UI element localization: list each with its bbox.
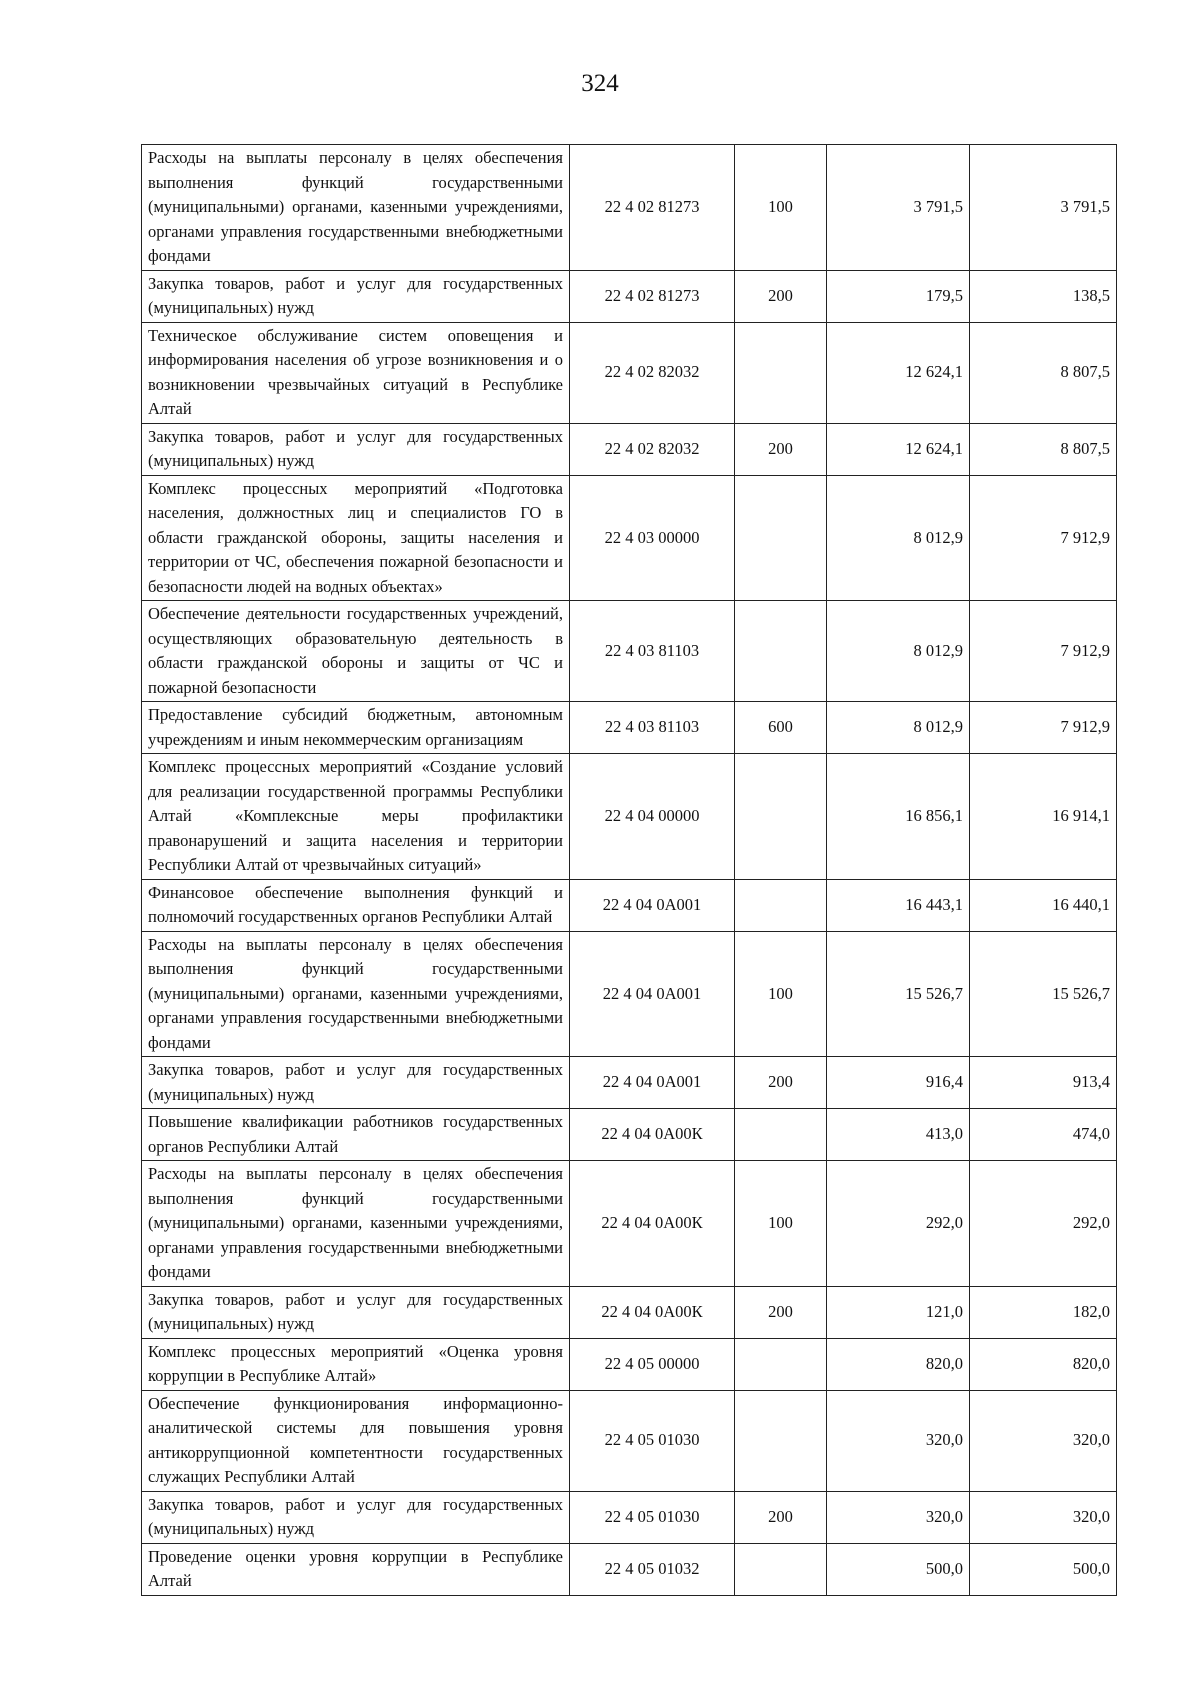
target-article-code-cell: 22 4 04 0А00К (570, 1161, 735, 1287)
amount-year-2-cell: 8 807,5 (970, 423, 1117, 475)
amount-year-1-cell: 320,0 (827, 1390, 970, 1491)
amount-year-2-cell: 3 791,5 (970, 145, 1117, 271)
amount-year-2-cell: 138,5 (970, 270, 1117, 322)
amount-year-1-cell: 916,4 (827, 1057, 970, 1109)
table-row (142, 1338, 1117, 1390)
amount-year-2-cell: 8 807,5 (970, 322, 1117, 423)
target-article-code-cell: 22 4 05 00000 (570, 1338, 735, 1390)
target-article-code-cell: 22 4 03 81103 (570, 702, 735, 754)
amount-year-2-cell: 820,0 (970, 1338, 1117, 1390)
expense-type-cell (735, 475, 827, 601)
amount-year-2-cell: 7 912,9 (970, 702, 1117, 754)
amount-year-1-cell: 292,0 (827, 1161, 970, 1287)
expense-name-cell: Проведение оценки уровня коррупции в Республике Алтай (142, 1543, 570, 1595)
table-row (142, 1390, 1117, 1491)
table-row (142, 931, 1117, 1057)
target-article-code-cell: 22 4 02 82032 (570, 322, 735, 423)
amount-year-2-cell: 474,0 (970, 1109, 1117, 1161)
expense-name-cell: Комплекс процессных мероприятий «Создание условий для реализации государственной программы Республики Алтай «Комплексные меры профилактики правонарушений и защита населения и территории Республики Алтай от чрезвычайных ситуаций» (142, 754, 570, 880)
table-row (142, 145, 1117, 271)
target-article-code-cell: 22 4 04 0А001 (570, 931, 735, 1057)
expense-type-cell (735, 1109, 827, 1161)
expense-name-cell: Закупка товаров, работ и услуг для государственных (муниципальных) нужд (142, 270, 570, 322)
target-article-code-cell: 22 4 04 0А001 (570, 1057, 735, 1109)
amount-year-2-cell: 15 526,7 (970, 931, 1117, 1057)
expense-name-cell: Закупка товаров, работ и услуг для государственных (муниципальных) нужд (142, 1491, 570, 1543)
target-article-code-cell: 22 4 05 01030 (570, 1491, 735, 1543)
table-row (142, 1057, 1117, 1109)
expense-name-cell: Повышение квалификации работников государственных органов Республики Алтай (142, 1109, 570, 1161)
amount-year-1-cell: 12 624,1 (827, 423, 970, 475)
budget-table (141, 144, 1117, 1596)
target-article-code-cell: 22 4 04 0А001 (570, 879, 735, 931)
amount-year-1-cell: 3 791,5 (827, 145, 970, 271)
expense-type-cell (735, 1338, 827, 1390)
expense-type-cell: 100 (735, 931, 827, 1057)
expense-type-cell: 600 (735, 702, 827, 754)
expense-name-cell: Комплекс процессных мероприятий «Оценка уровня коррупции в Республике Алтай» (142, 1338, 570, 1390)
amount-year-2-cell: 7 912,9 (970, 475, 1117, 601)
amount-year-1-cell: 16 443,1 (827, 879, 970, 931)
amount-year-1-cell: 179,5 (827, 270, 970, 322)
table-row (142, 702, 1117, 754)
expense-type-cell: 100 (735, 1161, 827, 1287)
expense-name-cell: Обеспечение функционирования информационно-аналитической системы для повышения уровня антикоррупционной компетентности государственных служащих Республики Алтай (142, 1390, 570, 1491)
page-number: 324 (581, 70, 619, 97)
amount-year-1-cell: 15 526,7 (827, 931, 970, 1057)
expense-type-cell: 200 (735, 270, 827, 322)
budget-table-body (142, 145, 1117, 1596)
amount-year-1-cell: 12 624,1 (827, 322, 970, 423)
expense-name-cell: Предоставление субсидий бюджетным, автономным учреждениям и иным некоммерческим организациям (142, 702, 570, 754)
amount-year-1-cell: 16 856,1 (827, 754, 970, 880)
amount-year-2-cell: 320,0 (970, 1491, 1117, 1543)
target-article-code-cell: 22 4 04 0А00К (570, 1286, 735, 1338)
expense-type-cell (735, 1390, 827, 1491)
amount-year-1-cell: 413,0 (827, 1109, 970, 1161)
target-article-code-cell: 22 4 05 01032 (570, 1543, 735, 1595)
expense-name-cell: Расходы на выплаты персоналу в целях обеспечения выполнения функций государственными (муниципальными) органами, казенными учреждениями, органами управления государственными внебюджетными фондами (142, 931, 570, 1057)
target-article-code-cell: 22 4 05 01030 (570, 1390, 735, 1491)
amount-year-2-cell: 500,0 (970, 1543, 1117, 1595)
amount-year-2-cell: 292,0 (970, 1161, 1117, 1287)
amount-year-1-cell: 121,0 (827, 1286, 970, 1338)
expense-name-cell: Комплекс процессных мероприятий «Подготовка населения, должностных лиц и специалистов ГО в области гражданской обороны, защиты населения и территории от ЧС, обеспечения пожарной безопасности и безопасности людей на водных объектах» (142, 475, 570, 601)
table-row (142, 879, 1117, 931)
expense-type-cell: 200 (735, 1057, 827, 1109)
table-row (142, 1491, 1117, 1543)
expense-name-cell: Расходы на выплаты персоналу в целях обеспечения выполнения функций государственными (муниципальными) органами, казенными учреждениями, органами управления государственными внебюджетными фондами (142, 1161, 570, 1287)
target-article-code-cell: 22 4 03 81103 (570, 601, 735, 702)
expense-type-cell (735, 322, 827, 423)
target-article-code-cell: 22 4 04 0А00К (570, 1109, 735, 1161)
expense-type-cell (735, 754, 827, 880)
table-row (142, 270, 1117, 322)
table-row (142, 754, 1117, 880)
target-article-code-cell: 22 4 02 81273 (570, 270, 735, 322)
target-article-code-cell: 22 4 04 00000 (570, 754, 735, 880)
target-article-code-cell: 22 4 02 81273 (570, 145, 735, 271)
amount-year-1-cell: 820,0 (827, 1338, 970, 1390)
expense-name-cell: Закупка товаров, работ и услуг для государственных (муниципальных) нужд (142, 1057, 570, 1109)
amount-year-1-cell: 320,0 (827, 1491, 970, 1543)
table-row (142, 1543, 1117, 1595)
expense-name-cell: Обеспечение деятельности государственных учреждений, осуществляющих образовательную деятельность в области гражданской обороны и защиты от ЧС и пожарной безопасности (142, 601, 570, 702)
amount-year-2-cell: 7 912,9 (970, 601, 1117, 702)
expense-name-cell: Техническое обслуживание систем оповещения и информирования населения об угрозе возникновения и о возникновении чрезвычайных ситуаций в Республике Алтай (142, 322, 570, 423)
amount-year-1-cell: 8 012,9 (827, 475, 970, 601)
expense-type-cell: 200 (735, 1491, 827, 1543)
amount-year-2-cell: 16 440,1 (970, 879, 1117, 931)
expense-type-cell (735, 601, 827, 702)
table-row (142, 1109, 1117, 1161)
expense-name-cell: Закупка товаров, работ и услуг для государственных (муниципальных) нужд (142, 1286, 570, 1338)
target-article-code-cell: 22 4 03 00000 (570, 475, 735, 601)
amount-year-2-cell: 182,0 (970, 1286, 1117, 1338)
expense-type-cell: 200 (735, 423, 827, 475)
amount-year-1-cell: 8 012,9 (827, 601, 970, 702)
table-row (142, 1161, 1117, 1287)
amount-year-2-cell: 16 914,1 (970, 754, 1117, 880)
table-row (142, 601, 1117, 702)
amount-year-2-cell: 913,4 (970, 1057, 1117, 1109)
table-row (142, 322, 1117, 423)
expense-name-cell: Расходы на выплаты персоналу в целях обеспечения выполнения функций государственными (муниципальными) органами, казенными учреждениями, органами управления государственными внебюджетными фондами (142, 145, 570, 271)
expense-name-cell: Закупка товаров, работ и услуг для государственных (муниципальных) нужд (142, 423, 570, 475)
expense-type-cell (735, 1543, 827, 1595)
target-article-code-cell: 22 4 02 82032 (570, 423, 735, 475)
amount-year-1-cell: 8 012,9 (827, 702, 970, 754)
expense-type-cell: 100 (735, 145, 827, 271)
table-row (142, 423, 1117, 475)
expense-type-cell (735, 879, 827, 931)
table-row (142, 1286, 1117, 1338)
amount-year-1-cell: 500,0 (827, 1543, 970, 1595)
expense-name-cell: Финансовое обеспечение выполнения функций и полномочий государственных органов Республики Алтай (142, 879, 570, 931)
amount-year-2-cell: 320,0 (970, 1390, 1117, 1491)
expense-type-cell: 200 (735, 1286, 827, 1338)
table-row (142, 475, 1117, 601)
